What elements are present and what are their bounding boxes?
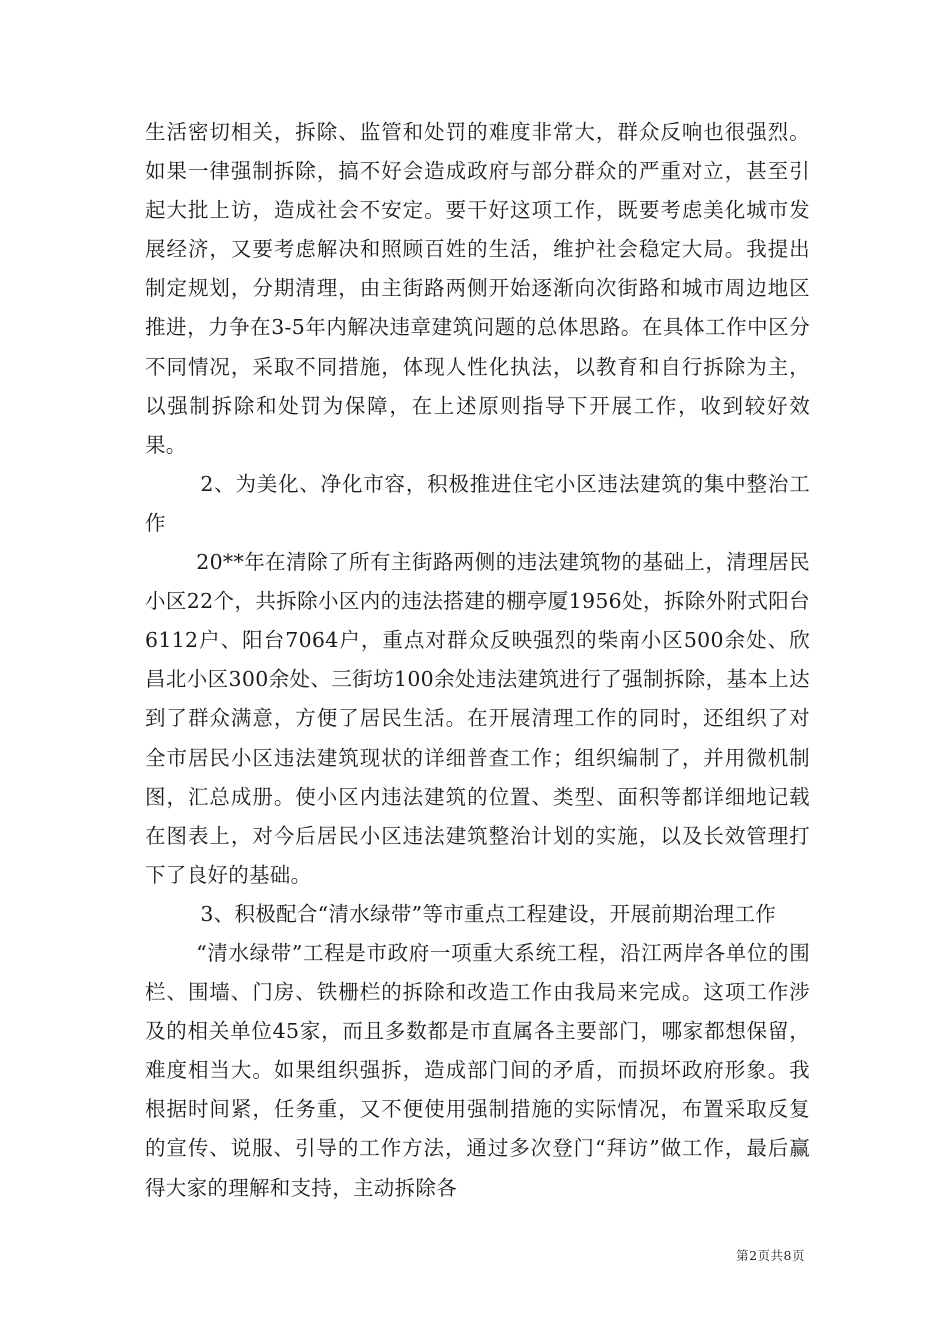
section-heading-3: 3、积极配合“清水绿带”等市重点工程建设，开展前期治理工作: [200, 901, 777, 926]
page-number: 第2页共8页: [736, 1248, 805, 1263]
paragraph-green-belt-project: “清水绿带”工程是市政府一项重大系统工程，沿江两岸各单位的围栏、围墙、门房、铁栅栏的拆除和改造工作由我局来完成。这项工作涉及的相关单位45家，而且多数都是市直属各主要部门，哪家都想保留，难度相当大。如果组织强拆，造成部门间的矛盾，而损坏政府形象。我根据时间紧，任务重，又不便使用强制措施的实际情况，布置采取反复的宣传、说服、引导的工作方法，通过多次登门“拜访”做工作，最后赢得大家的理解和支持，主动拆除各: [145, 940, 810, 1200]
paragraph-continuation: 生活密切相关，拆除、监管和处罚的难度非常大，群众反响也很强烈。如果一律强制拆除，搞不好会造成政府与部分群众的严重对立，甚至引起大批上访，造成社会不安定。要干好这项工作，既要考虑美化城市发展经济，又要考虑解决和照顾百姓的生活，维护社会稳定大局。我提出制定规划，分期清理，由主街路两侧开始逐渐向次街路和城市周边地区推进，力争在3-5年内解决违章建筑问题的总体思路。在具体工作中区分不同情况，采取不同措施，体现人性化执法，以教育和自行拆除为主，以强制拆除和处罚为保障，在上述原则指导下开展工作，收到较好效果。: [145, 120, 810, 457]
section-heading-2: 2、为美化、净化市容，积极推进住宅小区违法建筑的集中整治工作: [145, 471, 810, 535]
paragraph-residential-cleanup: 20**年在清除了所有主街路两侧的违法建筑物的基础上，清理居民小区22个，共拆除小区内的违法搭建的棚亭厦1956处，拆除外附式阳台6112户、阳台7064户，重点对群众反映强烈的柴南小区500余处、欣昌北小区300余处、三街坊100余处违法建筑进行了强制拆除，基本上达到了群众满意，方便了居民生活。在开展清理工作的同时，还组织了对全市居民小区违法建筑现状的详细普查工作；组织编制了，并用微机制图，汇总成册。使小区内违法建筑的位置、类型、面积等都详细地记载在图表上，对今后居民小区违法建筑整治计划的实施，以及长效管理打下了良好的基础。: [145, 550, 810, 887]
document-body: [145, 113, 810, 1208]
